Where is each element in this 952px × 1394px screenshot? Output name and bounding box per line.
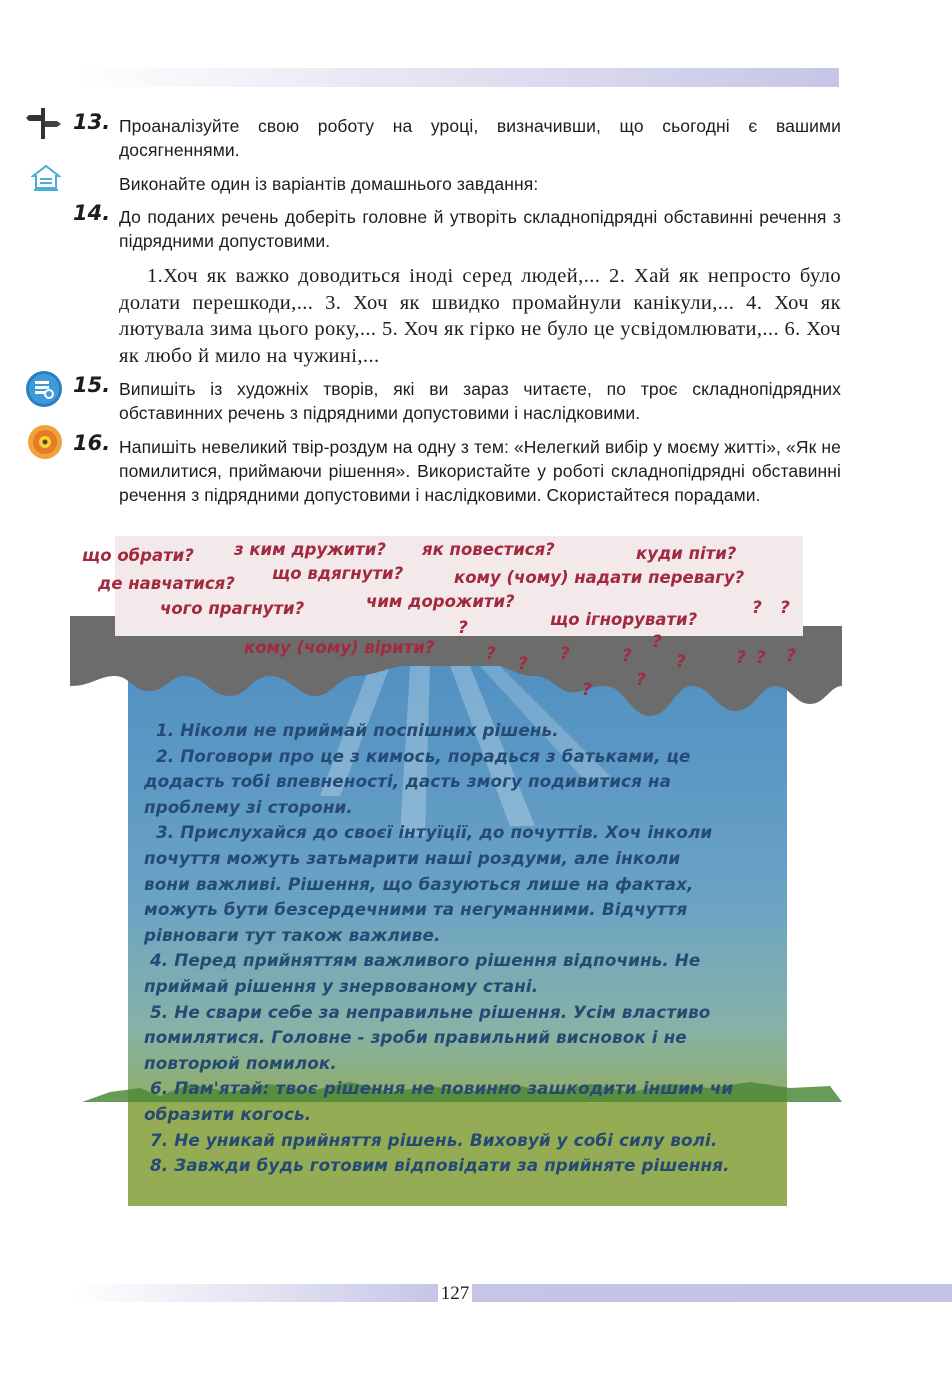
advice-line: 4. Перед прийняттям важливого рішення відпочинь. Не — [150, 950, 701, 971]
question-label: з ким дружити? — [234, 540, 386, 559]
header-decor-bar — [75, 68, 839, 87]
task-text: Напишіть невеликий твір-роздум на одну з тем: «Нелегкий вибір у моєму житті», «Як не помилитися, приймаючи рішення». Використайте у роботі складнопідрядні обставинні речення з підрядними допустовими і наслідковими. Скористайтеся порадами. — [119, 437, 841, 505]
advice-line: 1. Ніколи не приймай поспішних рішень. — [156, 720, 559, 740]
task-text: Випишіть із художніх творів, які ви зараз читаєте, по троє складнопідрядних обставинних речень з підрядними допустовими і наслідковими. — [119, 379, 841, 423]
question-label: кому (чому) надати перевагу? — [454, 568, 745, 587]
question-mark: ? — [486, 644, 496, 664]
question-label: як повестися? — [422, 540, 555, 559]
footer-decor-bar-right — [472, 1284, 952, 1302]
advice-line: можуть бути безсердечними та негуманними. Відчуття — [144, 899, 688, 920]
page-number: 127 — [440, 1283, 470, 1304]
question-mark: ? — [780, 598, 790, 618]
question-label: куди піти? — [636, 544, 737, 563]
footer-decor-bar-left — [75, 1284, 438, 1302]
question-label: чого прагнути? — [160, 599, 305, 618]
question-mark: ? — [652, 632, 662, 652]
question-mark: ? — [676, 652, 686, 672]
question-mark: ? — [622, 646, 632, 666]
advice-list — [144, 718, 794, 1179]
task-number: 16. — [73, 431, 111, 455]
question-mark: ? — [636, 670, 646, 690]
advice-line: 7. Не уникай прийняття рішень. Виховуй у собі силу волі. — [150, 1129, 718, 1150]
signpost-icon — [26, 106, 62, 145]
flower-icon — [25, 423, 65, 466]
question-mark: ? — [786, 646, 796, 666]
question-label: кому (чому) вірити? — [244, 638, 435, 657]
question-mark: ? — [518, 654, 528, 674]
task-14-sentences: 1.Хоч як важко доводиться іноді серед людей,... 2. Хай як непросто було долати перешкоди,... 3. Хоч як швидко промайнули канікули,... 4. Хоч як лютувала зима цього року,... 5. Хоч як гірко не було це усвідомлювати,... 6. Хоч як любо й мило на чужині,... — [119, 265, 841, 367]
task-number: 15. — [73, 373, 111, 397]
house-icon — [31, 164, 61, 197]
question-label: чим дорожити? — [366, 592, 515, 611]
advice-line: почуття можуть затьмарити наші роздуми, але інколи — [144, 847, 681, 868]
advice-line: повторюй помилок. — [144, 1052, 337, 1073]
advice-line: проблему зі сторони. — [144, 796, 353, 817]
advice-line: 3. Прислухайся до своєї інтуїції, до почуттів. Хоч інколи — [156, 822, 713, 843]
advice-line: додасть тобі впевненості, дасть змогу подивитися на — [144, 771, 672, 792]
question-label: де навчатися? — [98, 574, 235, 593]
advice-line: 8. Завжди будь готовим відповідати за прийняте рішення. — [150, 1155, 730, 1176]
question-label: що ігнорувати? — [550, 610, 698, 629]
question-mark: ? — [756, 648, 766, 668]
homework-text: Виконайте один із варіантів домашнього завдання: — [119, 174, 539, 194]
advice-line: 5. Не свари себе за неправильне рішення. Усім властиво — [150, 1001, 711, 1022]
advice-line: 2. Поговори про це з кимось, порадься з батьками, це — [156, 745, 691, 766]
question-mark: ? — [582, 680, 592, 700]
task-number: 13. — [73, 110, 111, 134]
question-mark: ? — [458, 618, 468, 638]
task-text: До поданих речень доберіть головне й утворіть складнопідрядні обставинні речення з підрядними допустовими. — [119, 207, 841, 251]
advice-line: рівноваги тут також важливе. — [144, 924, 441, 945]
question-mark: ? — [560, 644, 570, 664]
advice-line: вони важливі. Рішення, що базуються лише на фактах, — [144, 873, 694, 894]
advice-line: образити когось. — [144, 1103, 312, 1124]
task-number: 14. — [73, 201, 111, 225]
question-mark: ? — [736, 648, 746, 668]
advice-line: 6. Пам'ятай: твоє рішення не повинно зашкодити іншим чи — [150, 1078, 734, 1099]
question-mark: ? — [752, 598, 762, 618]
task-text: Проаналізуйте свою роботу на уроці, визначивши, що сьогодні є вашими досягненнями. — [119, 116, 841, 160]
advice-line: помилятися. Головне - зроби правильний висновок і не — [144, 1027, 687, 1048]
book-search-icon — [25, 370, 63, 413]
question-label: що обрати? — [82, 546, 194, 565]
advice-line: приймай рішення у знервованому стані. — [144, 975, 539, 996]
question-label: що вдягнути? — [272, 564, 404, 583]
